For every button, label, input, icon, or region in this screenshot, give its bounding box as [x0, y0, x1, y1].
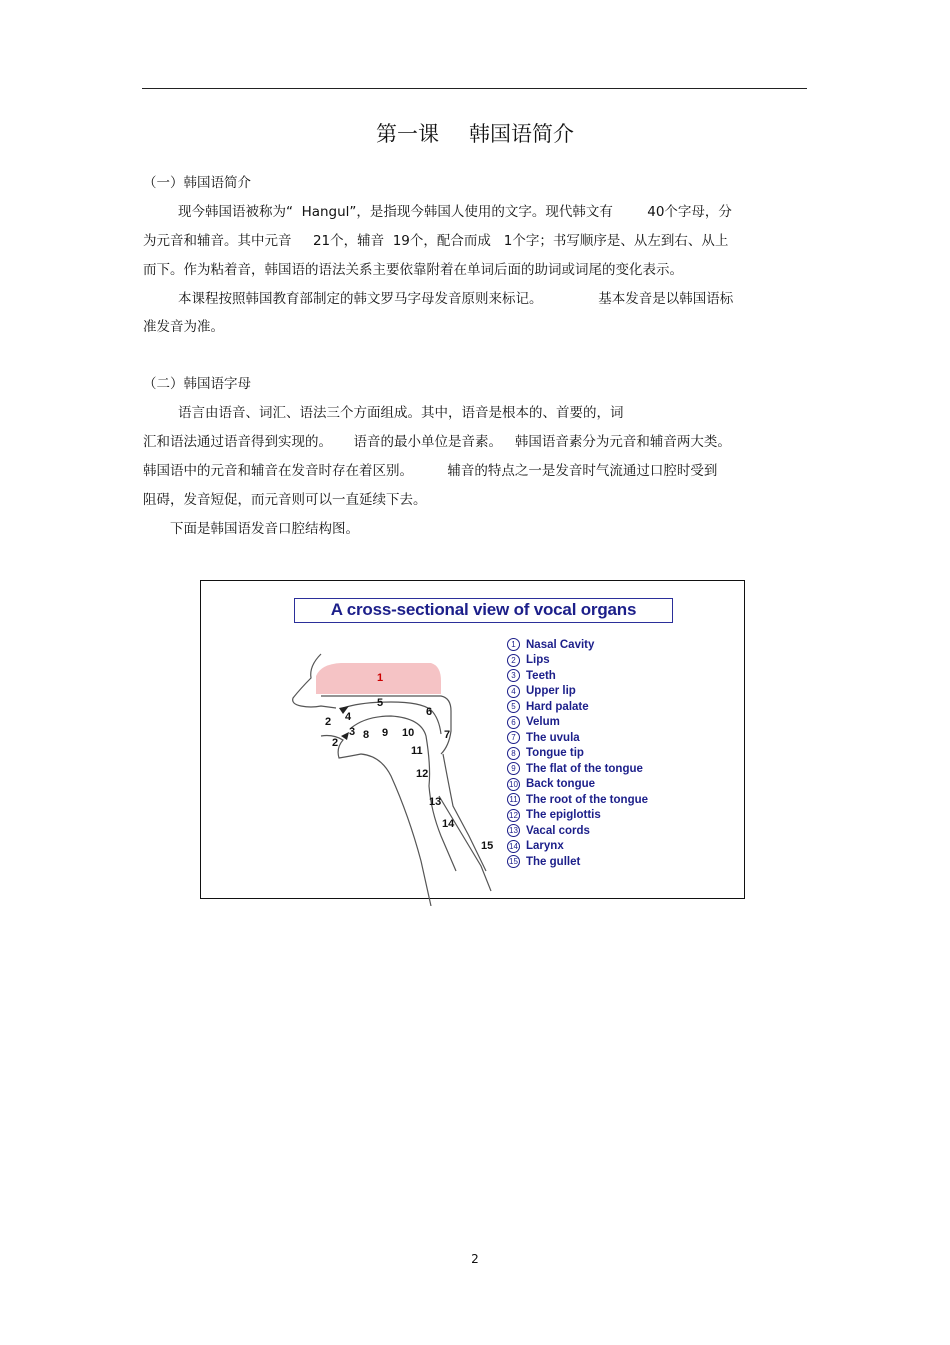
legend-item [507, 684, 648, 700]
paragraph-line: 本课程按照韩国教育部制定的韩文罗马字母发音原则来标记。 基本发音是以韩国语标 [178, 291, 734, 307]
diagram-label-13: 13 [429, 796, 442, 808]
legend-item [507, 715, 648, 731]
legend-label: Back tongue [526, 778, 596, 791]
legend-number-icon: 13 [507, 824, 520, 837]
diagram-label-4: 4 [345, 711, 352, 723]
paragraph-line: 下面是韩国语发音口腔结构图。 [170, 521, 359, 537]
legend-number-icon: 9 [507, 762, 520, 775]
paragraph-line: 汇和语法通过语音得到实现的。 语音的最小单位是音素。 韩国语音素分为元音和辅音两大类。 [143, 434, 731, 450]
legend-number-icon: 3 [507, 669, 520, 682]
paragraph-line: 语言由语音、词汇、语法三个方面组成。其中，语音是根本的、首要的，词 [178, 405, 624, 421]
legend-number-icon: 4 [507, 685, 520, 698]
legend-label: The gullet [526, 855, 581, 868]
figure-title: A cross-sectional view of vocal organs [294, 598, 673, 623]
legend-number-icon: 1 [507, 638, 520, 651]
legend-item [507, 699, 648, 715]
diagram-label-8: 8 [363, 729, 370, 741]
legend-number-icon: 10 [507, 778, 520, 791]
diagram-label-11: 11 [411, 745, 423, 757]
legend-number-icon: 7 [507, 731, 520, 744]
paragraph-line: 准发音为准。 [143, 319, 224, 335]
legend-label: The flat of the tongue [526, 762, 643, 775]
legend-number-icon: 11 [507, 793, 520, 806]
paragraph-line: 阻碍，发音短促，而元音则可以一直延续下去。 [143, 492, 427, 508]
legend-number-icon: 14 [507, 840, 520, 853]
legend-label: Teeth [526, 669, 556, 682]
diagram-label-2: 2 [332, 737, 339, 749]
legend-number-icon: 12 [507, 809, 520, 822]
legend-number-icon: 15 [507, 855, 520, 868]
lesson-title-topic: 韩国语简介 [469, 122, 574, 146]
legend-label: Lips [526, 654, 550, 667]
paragraph-line: 现今韩国语被称为“ Hangul”，是指现今韩国人使用的文字。现代韩文有 40个字母，分 [178, 204, 732, 220]
diagram-label-5: 5 [377, 697, 384, 709]
diagram-label-15: 15 [481, 840, 494, 852]
legend-label: Tongue tip [526, 747, 584, 760]
legend-item [507, 653, 648, 669]
lower-face-outline [321, 736, 431, 907]
vocal-organs-figure [200, 580, 745, 899]
legend-number-icon: 2 [507, 654, 520, 667]
legend-label: Vacal cords [526, 824, 590, 837]
legend-label: The root of the tongue [526, 793, 649, 806]
legend-number-icon: 8 [507, 747, 520, 760]
paragraph-line: 而下。作为粘着音，韩国语的语法关系主要依靠附着在单词后面的助词或词尾的变化表示。 [143, 262, 683, 278]
legend-item [507, 637, 648, 653]
legend-label: Larynx [526, 840, 564, 853]
legend-number-icon: 5 [507, 700, 520, 713]
section-heading-1: （一）韩国语简介 [143, 175, 251, 191]
legend-label: The epiglottis [526, 809, 601, 822]
legend-label: Hard palate [526, 700, 589, 713]
legend-item [507, 808, 648, 824]
legend-label: The uvula [526, 731, 580, 744]
diagram-label-14: 14 [442, 818, 455, 830]
legend-number-icon: 6 [507, 716, 520, 729]
diagram-label-6: 6 [426, 706, 433, 718]
legend-label: Upper lip [526, 685, 576, 698]
legend-label: Velum [526, 716, 560, 729]
legend-item [507, 746, 648, 762]
lesson-title-number: 第一课 [376, 122, 439, 146]
legend-item [507, 668, 648, 684]
palate-outline [321, 696, 451, 754]
diagram-label-12: 12 [416, 768, 429, 780]
diagram-label-3: 3 [349, 726, 356, 738]
lesson-title [0, 118, 950, 148]
legend-item [507, 854, 648, 870]
paragraph-line: 为元音和辅音。其中元音 21个，辅音 19个，配合而成 1个字；书写顺序是、从左到右、从上 [143, 233, 729, 249]
section-heading-2: （二）韩国语字母 [143, 376, 251, 392]
diagram-label-1: 1 [377, 672, 384, 684]
diagram-label-2: 2 [325, 716, 332, 728]
legend-item [507, 839, 648, 855]
legend-item [507, 777, 648, 793]
header-rule [142, 88, 807, 89]
paragraph-line: 韩国语中的元音和辅音在发音时存在着区别。 辅音的特点之一是发音时气流通过口腔时受到 [143, 463, 718, 479]
legend-item [507, 730, 648, 746]
legend-list [507, 637, 648, 870]
page-number: 2 [471, 1252, 479, 1266]
diagram-label-7: 7 [444, 729, 451, 741]
legend-item [507, 823, 648, 839]
legend-item [507, 792, 648, 808]
diagram-label-9: 9 [382, 727, 389, 739]
diagram-label-10: 10 [402, 727, 415, 739]
legend-item [507, 761, 648, 777]
legend-label: Nasal Cavity [526, 638, 595, 651]
